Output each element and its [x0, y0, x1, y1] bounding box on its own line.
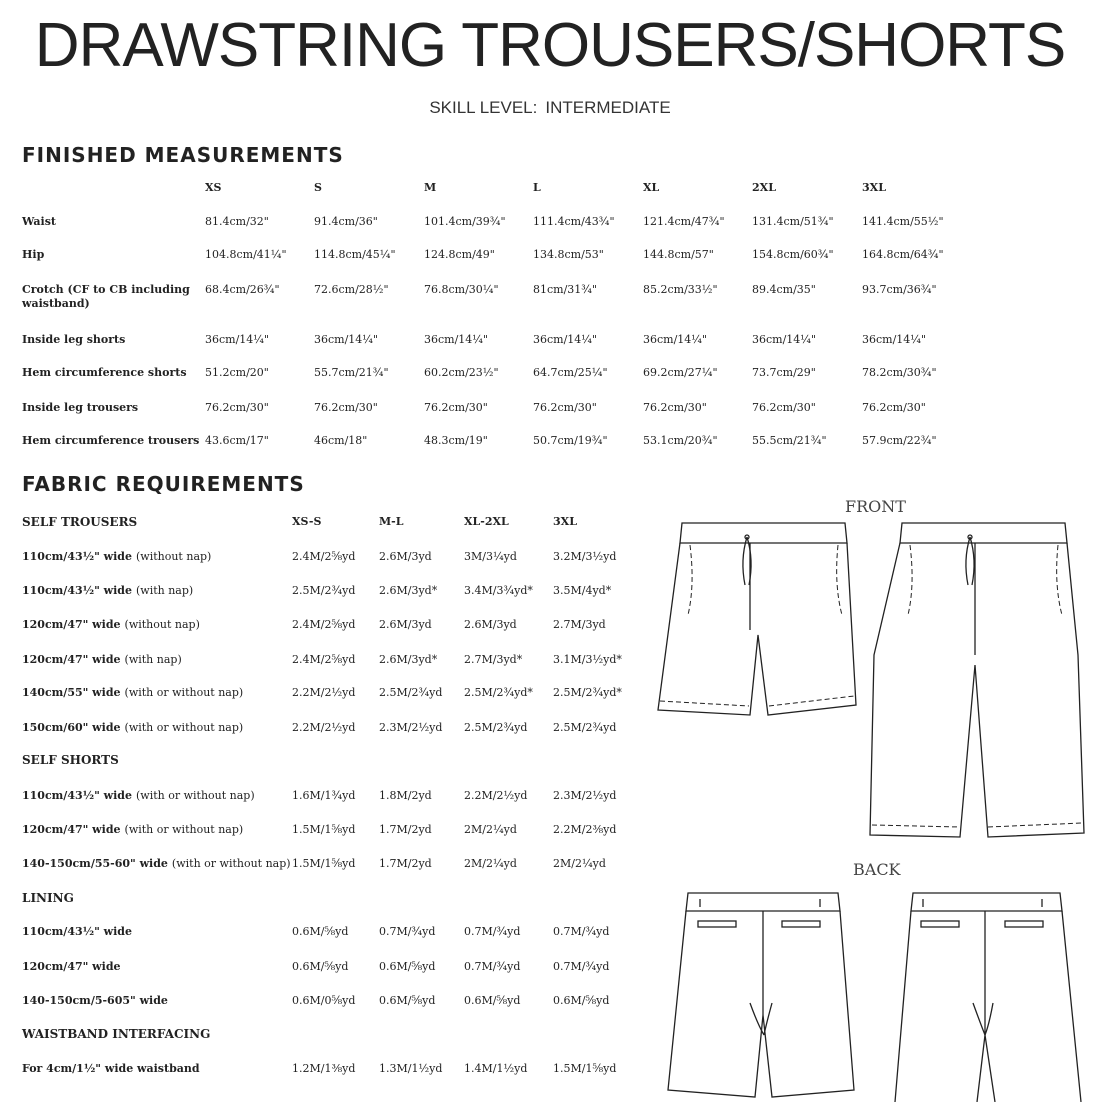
measurement-value: 91.4cm/36": [314, 215, 378, 228]
fabric-value: 2.5M/2¾yd: [464, 721, 528, 734]
fabric-width: 140cm/55" wide: [22, 686, 121, 699]
measurement-value: 36cm/14¼": [533, 333, 598, 346]
measurement-value: 121.4cm/47¾": [643, 215, 725, 228]
fabric-group-heading: SELF TROUSERS: [22, 515, 138, 529]
measurement-value: 51.2cm/20": [205, 366, 269, 379]
fabric-row-label: [22, 618, 200, 631]
fabric-value: 2.5M/2¾yd*: [553, 686, 622, 699]
measurement-value: 46cm/18": [314, 434, 368, 447]
measurement-value: 69.2cm/27¼": [643, 366, 718, 379]
measurement-value: 55.5cm/21¾": [752, 434, 827, 447]
size-header: XL: [643, 181, 660, 194]
measurement-value: 68.4cm/26¾": [205, 283, 280, 296]
fabric-value: 1.6M/1¾yd: [292, 789, 356, 802]
fabric-nap-note: (with or without nap): [124, 686, 244, 699]
skill-level-value: INTERMEDIATE: [545, 98, 671, 117]
fabric-row-label: [22, 960, 121, 973]
fabric-width: 120cm/47" wide: [22, 960, 121, 973]
fabric-value: 2.4M/2⅝yd: [292, 618, 356, 631]
measurement-value: 36cm/14¼": [752, 333, 817, 346]
fabric-value: 1.7M/2yd: [379, 857, 432, 870]
size-header: S: [314, 181, 322, 194]
measurement-label: Inside leg shorts: [22, 333, 126, 346]
front-shorts-illustration: [650, 515, 865, 735]
fabric-value: 2M/2¼yd: [553, 857, 606, 870]
fabric-value: 0.6M/⅝yd: [379, 960, 436, 973]
measurement-label: Hip: [22, 248, 45, 261]
fabric-nap-note: (with or without nap): [171, 857, 291, 870]
measurement-value: 60.2cm/23½": [424, 366, 499, 379]
fabric-width: 120cm/47" wide: [22, 618, 121, 631]
fabric-width: 120cm/47" wide: [22, 823, 121, 836]
fabric-nap-note: (with or without nap): [124, 721, 244, 734]
fabric-nap-note: (without nap): [124, 618, 200, 631]
back-trousers-illustration: [885, 885, 1095, 1102]
fabric-value: 2.6M/3yd*: [379, 584, 438, 597]
measurement-value: 36cm/14¼": [643, 333, 708, 346]
measurement-value: 93.7cm/36¾": [862, 283, 937, 296]
measurement-value: 104.8cm/41¼": [205, 248, 287, 261]
fabric-value: 2.5M/2¾yd: [553, 721, 617, 734]
fabric-row-label: [22, 653, 182, 666]
fabric-requirements-heading: FABRIC REQUIREMENTS: [22, 472, 305, 496]
fabric-value: 2.4M/2⅝yd: [292, 550, 356, 563]
fabric-group-heading: WAISTBAND INTERFACING: [22, 1027, 211, 1041]
fabric-value: 0.6M/0⅝yd: [292, 994, 356, 1007]
fabric-size-header: XL-2XL: [464, 515, 509, 528]
measurement-value: 101.4cm/39¾": [424, 215, 506, 228]
fabric-value: 0.6M/⅝yd: [379, 994, 436, 1007]
fabric-value: 2.5M/2¾yd*: [464, 686, 533, 699]
fabric-row-label: [22, 823, 243, 836]
fabric-width: 110cm/43½" wide: [22, 789, 132, 802]
fabric-row-label: [22, 925, 132, 938]
fabric-width: 110cm/43½" wide: [22, 584, 132, 597]
skill-level-label: SKILL LEVEL:: [429, 98, 538, 117]
measurement-value: 36cm/14¼": [205, 333, 270, 346]
measurement-value: 141.4cm/55½": [862, 215, 944, 228]
fabric-value: 2.3M/2½yd: [379, 721, 443, 734]
measurement-value: 76.2cm/30": [862, 401, 926, 414]
fabric-size-header: 3XL: [553, 515, 577, 528]
measurement-value: 89.4cm/35": [752, 283, 816, 296]
fabric-value: 2.2M/2½yd: [292, 721, 356, 734]
size-header: M: [424, 181, 437, 194]
fabric-width: For 4cm/1½" wide waistband: [22, 1062, 200, 1075]
size-header: 2XL: [752, 181, 776, 194]
finished-measurements-heading: FINISHED MEASUREMENTS: [22, 143, 344, 167]
fabric-width: 150cm/60" wide: [22, 721, 121, 734]
measurement-value: 78.2cm/30¾": [862, 366, 937, 379]
measurement-value: 144.8cm/57": [643, 248, 714, 261]
fabric-row-label: [22, 789, 255, 802]
measurement-value: 124.8cm/49": [424, 248, 495, 261]
size-header: L: [533, 181, 541, 194]
measurement-label: Crotch (CF to CB including waistband): [22, 283, 190, 310]
size-header: 3XL: [862, 181, 886, 194]
fabric-value: 3.2M/3½yd: [553, 550, 617, 563]
back-shorts-illustration: [660, 885, 860, 1102]
measurement-value: 134.8cm/53": [533, 248, 604, 261]
fabric-row-label: [22, 686, 243, 699]
fabric-width: 140-150cm/55-60" wide: [22, 857, 168, 870]
measurement-label: Hem circumference shorts: [22, 366, 187, 379]
measurement-label: Waist: [22, 215, 56, 228]
fabric-value: 2.6M/3yd*: [379, 653, 438, 666]
fabric-nap-note: (with nap): [124, 653, 182, 666]
measurement-value: 64.7cm/25¼": [533, 366, 608, 379]
measurement-value: 76.8cm/30¼": [424, 283, 499, 296]
measurement-value: 36cm/14¼": [314, 333, 379, 346]
measurement-value: 81cm/31¾": [533, 283, 598, 296]
fabric-value: 2M/2¼yd: [464, 857, 517, 870]
measurement-label: Hem circumference trousers: [22, 434, 200, 447]
fabric-row-label: [22, 857, 291, 870]
fabric-value: 0.6M/⅝yd: [553, 994, 610, 1007]
fabric-value: 0.7M/¾yd: [553, 925, 610, 938]
fabric-value: 0.6M/⅝yd: [292, 925, 349, 938]
fabric-value: 1.5M/1⅝yd: [292, 857, 356, 870]
fabric-value: 0.7M/¾yd: [464, 925, 521, 938]
fabric-value: 2.3M/2½yd: [553, 789, 617, 802]
fabric-nap-note: (with or without nap): [124, 823, 244, 836]
page-title: DRAWSTRING TROUSERS/SHORTS: [34, 11, 1066, 80]
fabric-value: 0.7M/¾yd: [464, 960, 521, 973]
fabric-width: 110cm/43½" wide: [22, 550, 132, 563]
fabric-value: 0.7M/¾yd: [379, 925, 436, 938]
fabric-value: 2.4M/2⅝yd: [292, 653, 356, 666]
measurement-value: 111.4cm/43¾": [533, 215, 615, 228]
measurement-value: 154.8cm/60¾": [752, 248, 834, 261]
fabric-value: 1.4M/1½yd: [464, 1062, 528, 1075]
fabric-group-heading: LINING: [22, 891, 74, 905]
fabric-value: 2.6M/3yd: [379, 550, 432, 563]
fabric-row-label: [22, 1062, 200, 1075]
fabric-value: 3.5M/4yd*: [553, 584, 612, 597]
fabric-row-label: [22, 994, 168, 1007]
fabric-width: 120cm/47" wide: [22, 653, 121, 666]
fabric-value: 0.7M/¾yd: [553, 960, 610, 973]
fabric-value: 1.3M/1½yd: [379, 1062, 443, 1075]
fabric-value: 2.7M/3yd: [553, 618, 606, 631]
fabric-size-header: XS-S: [292, 515, 322, 528]
measurement-value: 164.8cm/64¾": [862, 248, 944, 261]
fabric-value: 2.2M/2⅜yd: [553, 823, 617, 836]
fabric-width: 140-150cm/5-605" wide: [22, 994, 168, 1007]
fabric-nap-note: (with nap): [136, 584, 194, 597]
fabric-row-label: [22, 721, 243, 734]
measurement-label: Inside leg trousers: [22, 401, 139, 414]
measurement-value: 76.2cm/30": [643, 401, 707, 414]
measurement-value: 85.2cm/33½": [643, 283, 718, 296]
measurement-value: 76.2cm/30": [752, 401, 816, 414]
fabric-value: 1.5M/1⅝yd: [553, 1062, 617, 1075]
fabric-group-heading: SELF SHORTS: [22, 753, 119, 767]
measurement-value: 57.9cm/22¾": [862, 434, 937, 447]
fabric-value: 1.7M/2yd: [379, 823, 432, 836]
measurement-value: 48.3cm/19": [424, 434, 488, 447]
measurement-value: 53.1cm/20¾": [643, 434, 718, 447]
fabric-value: 2.6M/3yd: [464, 618, 517, 631]
measurement-value: 36cm/14¼": [424, 333, 489, 346]
measurement-value: 43.6cm/17": [205, 434, 269, 447]
size-header: XS: [205, 181, 222, 194]
fabric-value: 2.7M/3yd*: [464, 653, 523, 666]
skill-level: [0, 98, 1100, 118]
fabric-value: 3.1M/3½yd*: [553, 653, 622, 666]
measurement-value: 55.7cm/21¾": [314, 366, 389, 379]
fabric-width: 110cm/43½" wide: [22, 925, 132, 938]
fabric-nap-note: (without nap): [136, 550, 212, 563]
measurement-value: 73.7cm/29": [752, 366, 816, 379]
fabric-value: 0.6M/⅝yd: [292, 960, 349, 973]
measurement-value: 76.2cm/30": [205, 401, 269, 414]
measurement-value: 76.2cm/30": [533, 401, 597, 414]
fabric-value: 3M/3¼yd: [464, 550, 517, 563]
fabric-size-header: M-L: [379, 515, 404, 528]
measurement-value: 81.4cm/32": [205, 215, 269, 228]
fabric-row-label: [22, 584, 193, 597]
measurement-value: 50.7cm/19¾": [533, 434, 608, 447]
fabric-value: 2.5M/2¾yd: [379, 686, 443, 699]
fabric-value: 1.5M/1⅝yd: [292, 823, 356, 836]
fabric-value: 2M/2¼yd: [464, 823, 517, 836]
measurement-value: 76.2cm/30": [424, 401, 488, 414]
front-view-label: FRONT: [845, 497, 906, 516]
measurement-value: 131.4cm/51¾": [752, 215, 834, 228]
fabric-nap-note: (with or without nap): [136, 789, 255, 802]
fabric-value: 3.4M/3¾yd*: [464, 584, 533, 597]
front-trousers-illustration: [860, 515, 1090, 845]
back-view-label: BACK: [853, 860, 901, 879]
fabric-value: 1.2M/1⅜yd: [292, 1062, 356, 1075]
fabric-value: 2.2M/2½yd: [292, 686, 356, 699]
measurement-value: 36cm/14¼": [862, 333, 927, 346]
fabric-value: 2.5M/2¾yd: [292, 584, 356, 597]
fabric-row-label: [22, 550, 211, 563]
measurement-value: 114.8cm/45¼": [314, 248, 396, 261]
fabric-value: 0.6M/⅝yd: [464, 994, 521, 1007]
measurement-value: 72.6cm/28½": [314, 283, 389, 296]
measurement-value: 76.2cm/30": [314, 401, 378, 414]
fabric-value: 2.2M/2½yd: [464, 789, 528, 802]
fabric-value: 1.8M/2yd: [379, 789, 432, 802]
fabric-value: 2.6M/3yd: [379, 618, 432, 631]
